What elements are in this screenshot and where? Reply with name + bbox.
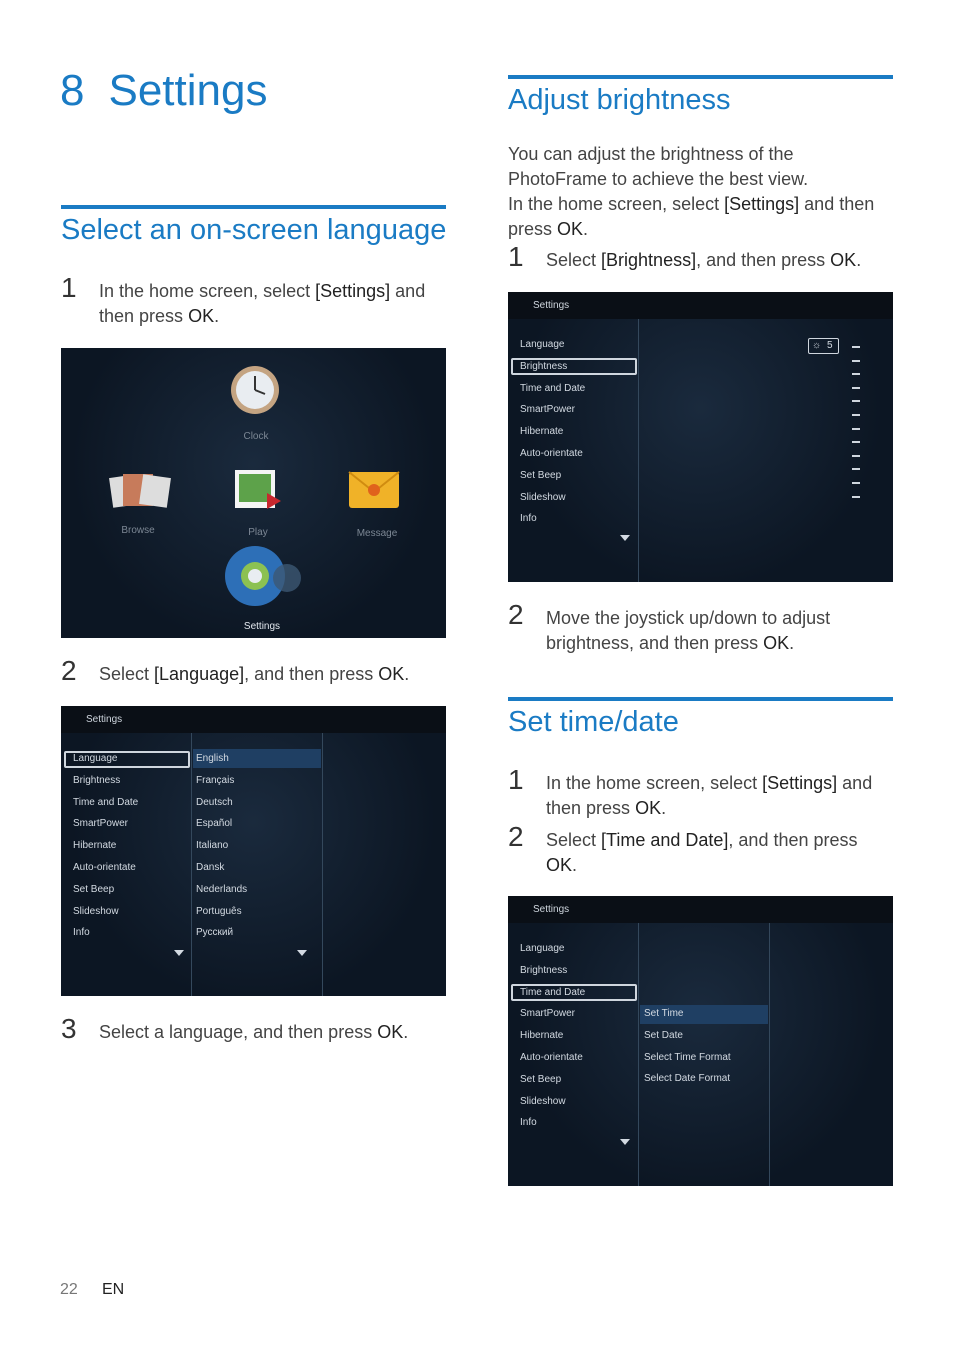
step-text: In the home screen, select [Settings] and then press OK. — [546, 773, 873, 818]
menu-item[interactable]: SmartPower — [520, 404, 576, 416]
brightness-step-1 — [508, 241, 893, 274]
menu-item[interactable]: Set Beep — [520, 1073, 562, 1085]
browse-label: Browse — [121, 525, 155, 536]
section-rule — [61, 205, 446, 209]
brightness-tick — [852, 400, 860, 402]
play-icon — [235, 470, 281, 509]
settings-icon — [225, 546, 301, 606]
menu-item[interactable]: Auto-orientate — [520, 448, 583, 459]
play-label: Play — [248, 527, 268, 538]
step-number: 2 — [508, 821, 524, 852]
brightness-menu-screenshot — [508, 292, 893, 582]
browse-icon — [109, 474, 171, 508]
brightness-tick — [852, 387, 860, 389]
brightness-intro: You can adjust the brightness of the PhotoFrame to achieve the best view. In the home screen, select [Settings] and then press OK. — [508, 144, 875, 239]
menu-item[interactable]: Hibernate — [73, 840, 117, 852]
section-title-timedate: Set time/date — [508, 706, 679, 738]
scroll-down-icon — [297, 950, 307, 956]
menu-item[interactable]: Info — [73, 927, 90, 939]
menu-item[interactable]: Slideshow — [520, 1095, 566, 1107]
brightness-tick — [852, 373, 860, 375]
brightness-indicator — [808, 338, 839, 354]
menu-item[interactable]: Italiano — [196, 840, 229, 852]
menu-item[interactable]: Español — [196, 818, 233, 830]
menu-item[interactable]: Language — [73, 753, 118, 764]
home-screen-screenshot — [61, 348, 446, 638]
language-code: EN — [102, 1281, 125, 1298]
menu-item[interactable]: Set Date — [644, 1029, 683, 1041]
language-menu-screenshot — [61, 706, 446, 996]
message-label: Message — [356, 528, 398, 539]
step-text: In the home screen, select [Settings] and then press OK. — [99, 281, 426, 326]
menu-item[interactable]: SmartPower — [520, 1008, 576, 1020]
message-icon — [349, 472, 399, 508]
menu-item[interactable]: Select Time Format — [644, 1051, 731, 1063]
menu-item[interactable]: English — [196, 753, 229, 764]
menu-item[interactable]: Info — [520, 513, 537, 525]
scroll-down-icon — [620, 535, 630, 541]
step-text: Select [Brightness], and then press OK. — [546, 250, 862, 270]
step-number: 3 — [61, 1013, 77, 1044]
language-step-2 — [61, 655, 446, 688]
menu-item[interactable]: Brightness — [520, 964, 568, 976]
brightness-tick — [852, 496, 860, 498]
clock-label: Clock — [243, 431, 269, 442]
step-number: 2 — [508, 599, 524, 630]
section-rule — [508, 697, 893, 701]
menu-item[interactable]: SmartPower — [73, 818, 129, 830]
menu-item[interactable]: Slideshow — [73, 905, 119, 917]
menu-item[interactable]: Slideshow — [520, 491, 566, 503]
menu-item[interactable]: Português — [196, 905, 242, 917]
menu-item[interactable]: Auto-orientate — [520, 1052, 583, 1063]
step-text: Select a language, and then press OK. — [99, 1022, 409, 1042]
menu-item[interactable]: Time and Date — [73, 796, 139, 808]
scroll-down-icon — [174, 950, 184, 956]
timedate-menu-screenshot — [508, 896, 893, 1186]
brightness-tick — [852, 482, 860, 484]
menu-header: Settings — [61, 706, 446, 733]
menu-item[interactable]: Hibernate — [520, 426, 564, 438]
clock-icon — [231, 366, 279, 414]
page-number: 22 — [60, 1281, 78, 1298]
brightness-tick — [852, 414, 860, 416]
step-number: 1 — [61, 272, 77, 303]
step-text: Select [Language], and then press OK. — [99, 664, 410, 684]
menu-item[interactable]: Time and Date — [520, 986, 586, 998]
brightness-tick — [852, 428, 860, 430]
step-number: 2 — [61, 655, 77, 686]
brightness-step-2 — [508, 599, 893, 658]
brightness-tick — [852, 346, 860, 348]
menu-header: Settings — [508, 896, 893, 923]
scroll-down-icon — [620, 1139, 630, 1145]
menu-item[interactable]: Auto-orientate — [73, 862, 136, 873]
step-text: Move the joystick up/down to adjust brightness, and then press OK. — [546, 608, 831, 653]
menu-item[interactable]: Select Date Format — [644, 1073, 731, 1085]
menu-item[interactable]: Русский — [196, 927, 234, 939]
sun-icon: ☼ — [812, 340, 822, 351]
language-step-1 — [61, 272, 446, 331]
menu-item[interactable]: Brightness — [73, 774, 121, 786]
brightness-tick — [852, 455, 860, 457]
section-rule — [508, 75, 893, 79]
menu-item[interactable]: Set Time — [644, 1008, 684, 1019]
timedate-step-2 — [508, 821, 893, 880]
step-text: Select [Time and Date], and then press OK. — [546, 830, 858, 875]
menu-item[interactable]: Language — [520, 943, 565, 954]
menu-item[interactable]: Français — [196, 774, 235, 786]
menu-item[interactable]: Info — [520, 1117, 537, 1129]
menu-item[interactable]: Dansk — [196, 862, 225, 873]
menu-header: Settings — [508, 292, 893, 319]
step-number: 1 — [508, 764, 524, 795]
chapter-number: 8 — [60, 66, 85, 115]
language-step-3 — [61, 1013, 446, 1046]
chapter-title — [60, 66, 267, 116]
settings-label: Settings — [243, 621, 281, 632]
step-number: 1 — [508, 241, 524, 272]
brightness-value: 5 — [827, 340, 833, 351]
menu-item[interactable]: Nederlands — [196, 883, 248, 895]
menu-item[interactable]: Hibernate — [520, 1030, 564, 1042]
menu-item[interactable]: Deutsch — [196, 796, 233, 808]
menu-item[interactable]: Time and Date — [520, 382, 586, 394]
brightness-tick — [852, 468, 860, 470]
brightness-tick — [852, 360, 860, 362]
menu-item[interactable]: Language — [520, 339, 565, 350]
chapter-name: Settings — [108, 66, 268, 115]
section-title-brightness: Adjust brightness — [508, 84, 731, 116]
home-icons — [61, 348, 446, 638]
timedate-step-1 — [508, 764, 893, 823]
brightness-tick — [852, 441, 860, 443]
section-title-language: Select an on-screen language — [61, 214, 447, 246]
menu-item[interactable]: Set Beep — [73, 883, 115, 895]
menu-item[interactable]: Set Beep — [520, 469, 562, 481]
menu-item[interactable]: Brightness — [520, 360, 568, 372]
